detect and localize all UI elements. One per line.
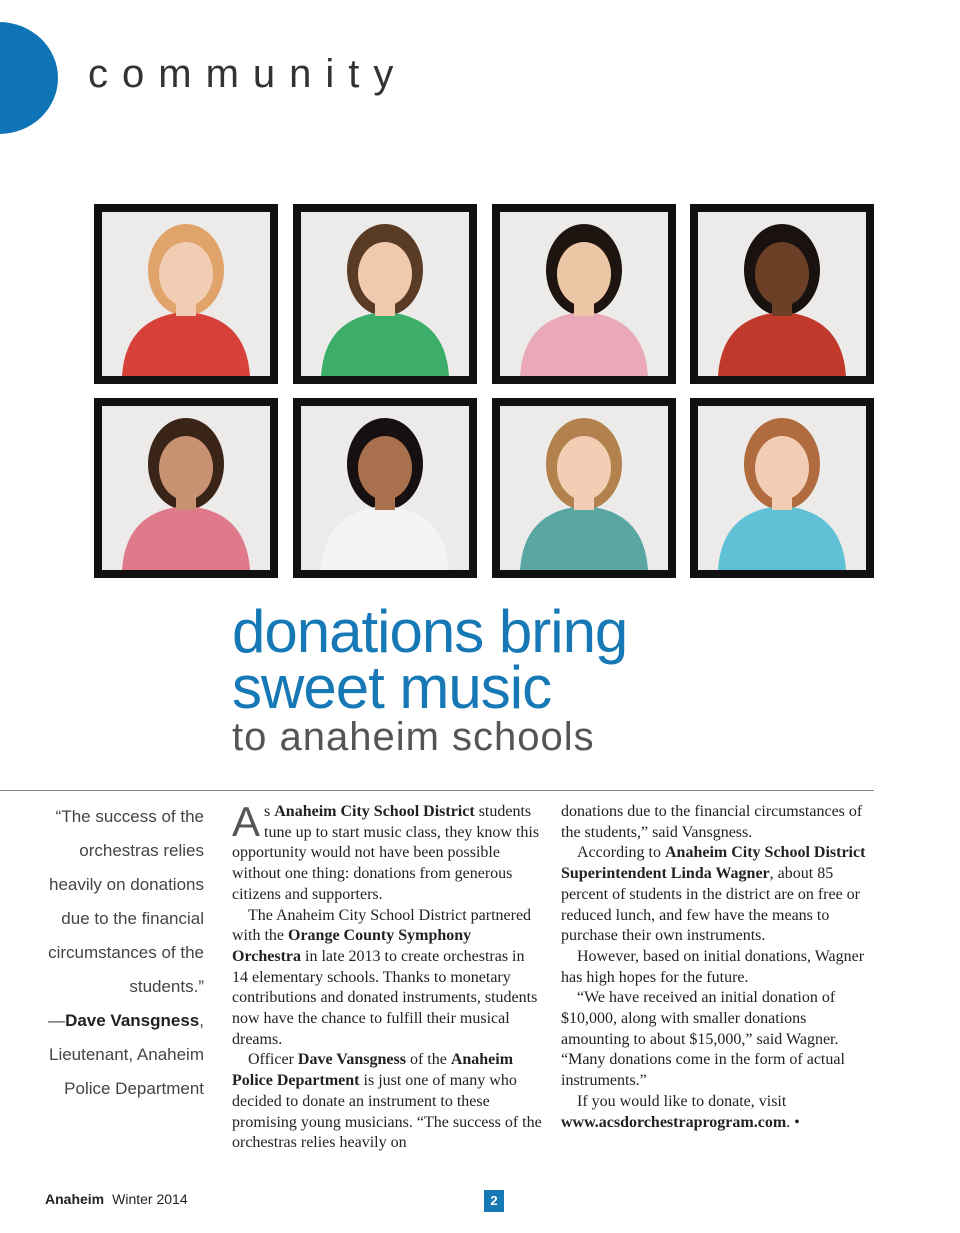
pull-quote-name: Dave Vansgness [65, 1011, 200, 1030]
pull-quote [28, 800, 204, 1106]
text: of the [405, 1051, 451, 1069]
paragraph [232, 1050, 544, 1154]
photo-grid [94, 204, 874, 576]
text: , about 85 percent of students in the district are on free or reduced lunch, and few have the means to purchase their own instruments. [561, 865, 860, 945]
bold-text: Anaheim City School District Superintendent Linda Wagner [561, 844, 866, 883]
divider [0, 790, 874, 791]
paragraph: donations due to the financial circumstances of the students,” said Vansgness. [561, 803, 863, 841]
student-photo-girl-recorder [492, 204, 676, 384]
paragraph: However, based on initial donations, Wagner has high hopes for the future. [561, 947, 865, 986]
pull-quote-title: , Lieutenant, Anaheim Police Department [48, 1011, 204, 1098]
article-column-1 [232, 798, 544, 1154]
student-photo-girl-teal-recorder [94, 398, 278, 578]
paragraph [561, 1092, 873, 1133]
paragraph [232, 906, 544, 1051]
headline-line-3: to anaheim schools [232, 715, 595, 759]
paragraph: “We have received an initial donation of $10,000, along with smaller donations amounting to about $15,000,” said Wagner. “Many donations come in the form of actual instruments.” [561, 989, 845, 1090]
pull-quote-text: “The success of the orchestras relies heavily on donations due to the financial circumstances of the students.” [48, 807, 204, 996]
headline [232, 598, 628, 759]
bold-text: Orange County Symphony Orchestra [232, 927, 472, 965]
text: in late 2013 to create orchestras in 14 elementary schools. Thanks to monetary contributions and donated instruments, students now have the chance to fulfill their musical dreams. [232, 947, 538, 1048]
student-photo-girl-guitar [690, 204, 874, 384]
paragraph [561, 843, 873, 947]
issue-date: Winter 2014 [112, 1191, 188, 1207]
student-photo-boy-green-shirt [293, 204, 477, 384]
bold-text: Anaheim City School District [274, 803, 475, 820]
paragraph [232, 798, 544, 906]
student-photo-boy-violin [293, 398, 477, 578]
text: If you would like to donate, visit [577, 1092, 787, 1110]
headline-line-1: donations bring [232, 598, 628, 665]
student-photo-girl-flute [94, 204, 278, 384]
student-photo-girl-harmonica [690, 398, 874, 578]
section-tab [0, 22, 58, 134]
text: students tune up to start music class, they know this opportunity would not have been possible without one thing: donations from generous citizens and supporters. [232, 803, 540, 903]
student-photo-boy-trumpet [492, 398, 676, 578]
magazine-name: Anaheim [45, 1191, 105, 1207]
text: s [264, 803, 275, 820]
text: The Anaheim City School District partnered with the [232, 906, 532, 945]
page-number: 2 [484, 1190, 504, 1212]
bold-text: Dave Vansgness [297, 1051, 406, 1069]
text: . • [786, 1113, 800, 1131]
footer [45, 1191, 188, 1207]
pull-quote-dash: — [48, 1011, 66, 1030]
text: Officer [248, 1051, 298, 1069]
text: is just one of many who decided to donate an instrument to these promising young musicians. “The success of the orchestras relies heavily on [232, 1072, 542, 1152]
link-text[interactable]: www.acsdorchestraprogram.com [561, 1113, 787, 1131]
dropcap: A [232, 798, 261, 845]
article-column-2 [561, 802, 873, 1133]
headline-line-2: sweet music [232, 654, 552, 721]
text: According to [577, 844, 665, 862]
bold-text: Anaheim Police Department [232, 1051, 514, 1090]
section-label: community [88, 52, 408, 96]
